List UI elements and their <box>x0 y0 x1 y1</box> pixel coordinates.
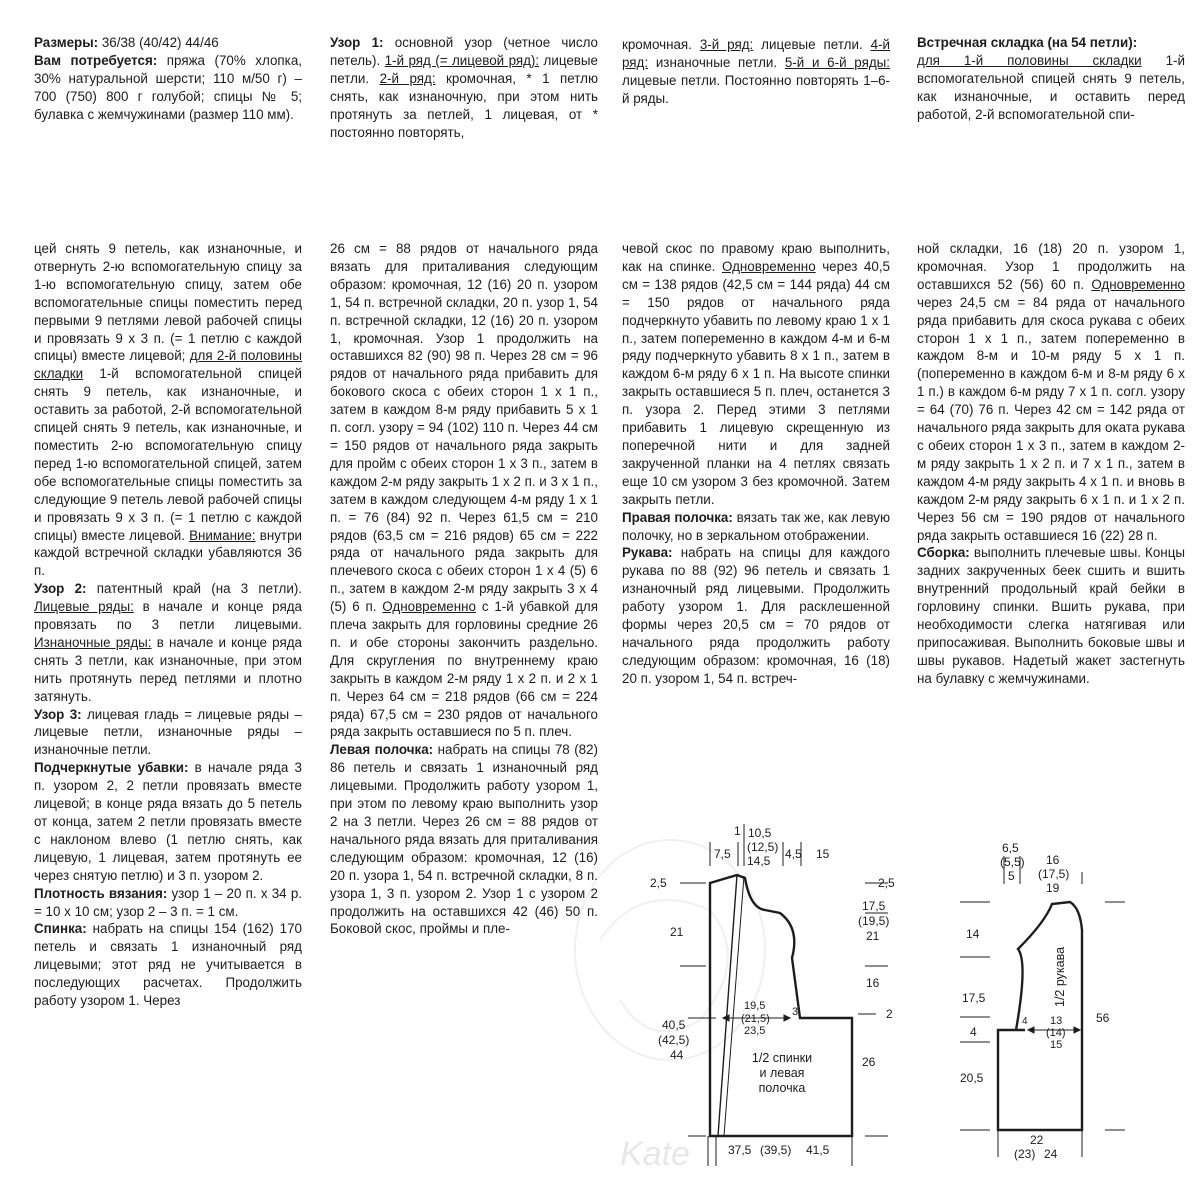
dim-label: 44 <box>670 1048 684 1062</box>
materials-label: Вам потребуется: <box>34 52 158 68</box>
dim-label: (39,5) <box>760 1143 792 1157</box>
dim-label: 3 <box>792 1006 799 1018</box>
sizes-materials-section <box>34 34 302 124</box>
box-pleat-text: 1-й вспомогательной спицей снять 9 петель, как изнаночные, и оставить за работой, 2-й вспомогательной спицей снять 9 петель, как изнаночные, и поместить 2-ю вспомогательную спицу перед 1-ю вспомогательной спицей, затем обе вспомогательные спицы поместить за следующие 9 петель левой рабочей спицы и провязать 9 х 3 п. (= 1 петлю с каждой спицы) вместе лицевой. <box>34 366 302 543</box>
dim-label: (12,5) <box>747 840 779 854</box>
instructions-column-3 <box>622 240 890 688</box>
pattern-2-text: в начале и конце ряда провязать по 3 петли лицевыми. <box>34 599 302 633</box>
row-5-6-label: 5-й и 6-й ряды: <box>784 54 890 70</box>
dim-label: 4 <box>1022 1016 1028 1027</box>
instructions-column-2 <box>330 240 598 938</box>
simultaneously-label: Одновременно <box>721 258 816 274</box>
decreases-label: Подчеркнутые убавки: <box>34 760 189 776</box>
purl-rows-label: Изнаночные ряды: <box>34 634 152 650</box>
row-4-label: 4-й ряд: <box>622 37 890 70</box>
body-piece-outline <box>710 875 852 1136</box>
pattern-3-label: Узор 3: <box>34 706 82 722</box>
piece-label: 1/2 спинки <box>751 1051 813 1065</box>
arrow-head <box>1074 1027 1080 1033</box>
sleeves-text: через 24,5 см = 84 ряда от начального ряда прибавить для скоса рукава с обеих сторон 1 х 1 п., затем попеременно в каждом 8-м и 10-м ряду 5 х 1 п. (попеременно в каждом 6-м и 8-м ряду 6 х 1 п.) в каждом 6-м ряду 7 х 1 п. согл. узору = 64 (70) 76 п. Через 42 см = 142 ряда от начального ряда закрыть для оката рукава с обеих сторон 1 х 3 п., затем в каждом 2-м ряду закрыть 1 х 2 п. и 7 х 1 п., затем в каждом 4-м ряду закрыть 4 х 1 п. и вновь в каждом 2-м ряду закрыть 6 х 1 п. и 1 х 2 п. Через 56 см = 190 рядов от начального ряда закрыть оставшиеся 16 (22) 28 п. <box>917 294 1185 543</box>
face-rows-label: Лицевые ряды: <box>34 599 134 615</box>
box-pleat-label: Встречная складка (на 54 петли): <box>917 35 1138 50</box>
half-1-label: для 1-й половины складки <box>917 52 1142 68</box>
pattern-1-text: лицевые петли. Постоянно повторять 1–6-й ряды. <box>622 72 890 106</box>
left-front-label: Левая полочка: <box>330 742 434 758</box>
piece-label: 1/2 рукава <box>1053 946 1067 1007</box>
sizes-label: Размеры: <box>34 35 99 50</box>
back-text: набрать на спицы 154 (162) 170 петель и связать 1 изнаночный ряд лицевыми; этот ряд не учитывается в последующих расчетах. Продолжить работу узором 1. Через <box>34 921 302 1009</box>
pattern-1-continued <box>622 36 890 108</box>
dim-label: 10,5 <box>748 826 772 840</box>
piece-label: полочка <box>758 1081 806 1095</box>
watermark-text: Kate <box>620 1135 690 1173</box>
dim-label: 16 <box>866 976 880 990</box>
right-front-label: Правая полочка: <box>622 509 733 525</box>
box-pleat-text: цей снять 9 петель, как изнаночные, и отвернуть 2-ю вспомогательную спицу за 1-ю вспомогательную спицу, затем обе вспомогательные спицы поместить перед первыми 9 петлями левой рабочей спицы и провязать 9 х 3 п. (= 1 петлю с каждой спицы) вместе лицевой; <box>34 241 302 364</box>
dim-label: 15 <box>1050 1039 1063 1051</box>
dim-label: (21,5) <box>741 1013 770 1025</box>
left-front-text: через 40,5 см = 138 рядов (42,5 см = 144 ряда) 44 см = 150 рядов от начального ряда подчеркнуто убавить по левому краю 1 х 1 п., затем попеременно в каждом 4-м и 6-м ряду подчеркнуто убавить 8 х 1 п., затем в каждом 6-м ряду 6 х 1 п. На высоте спинки закрыть оставшиеся 5 п. плеч, останется 3 п. узора 2. Перед этими 3 петлями прибавить 1 лицевую скрещенную из поперечной нити и для задней закрученной планки на 4 петлях связать еще 10 см узором 3 без кромочной. Затем закрыть петли. <box>622 258 890 507</box>
pattern-1-label: Узор 1: <box>330 35 384 50</box>
dim-label: 19,5 <box>744 1000 766 1012</box>
row-2-label: 2-й ряд: <box>379 70 436 86</box>
dim-label: 13 <box>1050 1015 1063 1027</box>
dim-label: 17,5 <box>862 899 886 913</box>
dim-label: 24 <box>1044 1147 1058 1161</box>
dim-label: 40,5 <box>662 1018 686 1032</box>
dim-label: 22 <box>1030 1133 1044 1147</box>
dim-label: 6,5 <box>1002 841 1019 855</box>
back-text: с 1-й убавкой для плеча закрыть для горловины средние 26 п. и обе стороны закончить раздельно. Для скругления по внутреннему краю закрыть в каждом 2-м ряду 1 х 2 п. и 2 х 1 п. Через 64 см = 218 рядов (66 см = 224 ряда) 67,5 см = 230 рядов от начального ряда закрыть оставшиеся по 5 п. плеч. <box>330 599 598 740</box>
dim-label: 4 <box>970 1025 977 1039</box>
pattern-1-section <box>330 34 598 141</box>
pattern-1-text: изнаночные петли. <box>648 54 785 70</box>
dim-label: 1 <box>734 824 741 838</box>
pattern-1-text: кромочная. <box>622 37 700 52</box>
arrow-head <box>784 1015 790 1021</box>
box-pleat-text: 1-й вспомогательной спицей снять 9 петель, как изнаночные, и оставить перед работой, 2-й вспомогательной спи- <box>917 52 1185 122</box>
left-front-text: чевой скос по правому краю выполнить, как на спинке. <box>622 241 890 274</box>
body-pattern-diagram <box>640 818 910 1168</box>
pattern-1-text: лицевые петли. <box>330 52 598 86</box>
sleeve-pattern-diagram <box>930 812 1130 1162</box>
half-2-label: для 2-й половины складки <box>34 348 302 382</box>
dim-label: (42,5) <box>658 1033 690 1047</box>
sleeves-text: ной складки, 16 (18) 20 п. узором 1, кромочная. Узор 1 продолжить на оставшихся 52 (56) 60 п. <box>917 241 1185 292</box>
arrow-head <box>1028 1027 1034 1033</box>
gauge-label: Плотность вязания: <box>34 885 168 901</box>
dim-label: (5,5) <box>1000 855 1025 869</box>
simultaneously-label: Одновременно <box>1091 276 1185 292</box>
box-pleat-text: внутри каждой встречной складки убавляются 36 п. <box>34 527 302 579</box>
row-3-label: 3-й ряд: <box>699 37 754 52</box>
dim-label: 21 <box>866 929 880 943</box>
dim-label: (19,5) <box>858 914 890 928</box>
dim-label: 26 <box>862 1055 876 1069</box>
back-text: 26 см = 88 рядов от начального ряда вязать для приталивания следующим образом: кромочная, 12 (16) 20 п. узором 1, 54 п. встречной складки, 20 п. узор 1, 54 п. встречной складки, 12 (16) 20 п. узором 1, кромочная. Узор 1 продолжить на оставшихся 82 (90) 98 п. Через 28 см = 96 рядов от начального ряда прибавить для бокового скоса с обеих сторон 1 х 1 п., затем в каждом 8-м ряду прибавить 5 х 1 п. согл. узору = 94 (102) 110 п. Через 44 см = 150 рядов от начального ряда закрыть для пройм с обеих сторон 1 х 3 п., затем в каждом 2-м ряду закрыть 1 х 2 п. и 3 х 1 п., затем в каждом следующем 4-м ряду 1 х 1 п. = 76 (84) 92 п. Через 61,5 см = 210 рядов (63,5 см = 216 рядов) 65 см = 222 ряда от начального ряда закрыть для плечевого скоса с обеих сторон 1 х 4 (5) 6 п., затем в каждом 2-м ряду закрыть 3 х 4 (5) 6 п. <box>330 241 598 615</box>
pattern-1-text: основной узор (четное число петель). <box>330 35 598 68</box>
pattern-3-text: лицевая гладь = лицевые ряды – лицевые петли, изнаночные ряды – изнаночные петли. <box>34 706 302 758</box>
dim-label: 7,5 <box>714 847 731 861</box>
pattern-1-text: кромочная, * 1 петлю снять, как изнаночную, при этом нить протянуть за петлей, 1 лицевая, от * постоянно повторять, <box>330 70 598 140</box>
dim-label: 37,5 <box>728 1143 752 1157</box>
decreases-text: в начале ряда 3 п. узором 2, 2 петли провязать вместе лицевой; в конце ряда вязать до 5 петель от конца, затем 2 петли провязать вместе с наклоном влево (1 петлю снять, как лицевую, 1 лицевая, затем протянуть ее через снятую петлю) и 3 п. узором 2. <box>34 760 302 883</box>
attention-label: Внимание: <box>189 527 256 543</box>
instructions-column-1 <box>34 240 302 1010</box>
dim-label: (17,5) <box>1038 867 1070 881</box>
dim-label: 5 <box>1008 869 1015 883</box>
sleeves-text: набрать на спицы для каждого рукава по 88 (92) 96 петель и связать 1 изнаночный ряд лицевыми. Продолжить работу узором 1. Для расклешенной формы через 20,5 см = 70 рядов от начального ряда продолжить работу следующим образом: кромочная, 16 (18) 20 п. узором 1, 54 п. встреч- <box>622 545 890 686</box>
dim-label: 2 <box>886 1007 893 1021</box>
pattern-2-text: патентный край (на 3 петли). <box>86 581 302 597</box>
pattern-2-label: Узор 2: <box>34 581 87 597</box>
dim-label: 20,5 <box>960 1071 984 1085</box>
piece-label: и левая <box>759 1066 805 1080</box>
row-1-label: 1-й ряд (= лицевой ряд): <box>384 52 540 68</box>
dim-label: 4,5 <box>785 847 802 861</box>
box-pleat-section <box>917 34 1185 124</box>
dim-label: (14) <box>1046 1027 1066 1039</box>
dim-label: 15 <box>816 847 830 861</box>
dim-label: 56 <box>1096 1011 1110 1025</box>
materials-text: пряжа (70% хлопка, 30% натуральной шерсти; 110 м/50 г) – 700 (750) 800 г голубой; спицы № 5; булавка с жемчужинами (размер 110 мм). <box>34 52 302 122</box>
dim-label: (23) <box>1014 1147 1036 1161</box>
dim-label: 21 <box>670 925 684 939</box>
dim-label: 41,5 <box>806 1143 830 1157</box>
pattern-2-text: в начале и конце ряда снять 3 петли, как изнаночные, при этом нить протянуть перед петлями и плотно затянуть. <box>34 634 302 704</box>
sleeve-outline <box>998 902 1082 1130</box>
dim-label: 2,5 <box>650 876 667 890</box>
dim-label: 23,5 <box>744 1025 766 1037</box>
sleeves-label: Рукава: <box>622 545 673 561</box>
assembly-text: выполнить плечевые швы. Концы задних закрученных беек сшить и вшить внутренний продольный край бейки в горловину спинки. Вшить рукава, при необходимости слегка натягивая или припосаживая. Выполнить боковые швы и швы рукавов. Надетый жакет застегнуть на булавку с жемчужинами. <box>917 545 1185 686</box>
dim-label: 19 <box>1046 881 1060 895</box>
dim-label: 14 <box>966 927 980 941</box>
left-front-text: набрать на спицы 78 (82) 86 петель и связать 1 изнаночный ряд лицевыми. Продолжить работу узором 1, при этом по левому краю выполнить узор 2 на 3 петли. Через 26 см = 88 рядов от начального ряда вязать для приталивания следующим образом: кромочная, 12 (16) 20 п. узора 1, 54 п. встречной складки, 8 п. узора 1, 3 п. узором 2. Узор 1 с узором 2 продолжить на оставшихся 42 (46) 50 п. Боковой скос, проймы и пле- <box>330 742 599 937</box>
right-front-text: вязать так же, как левую полочку, но в зеркальном отображении. <box>622 509 890 543</box>
dim-label: 2,5 <box>878 876 895 890</box>
instructions-column-4 <box>917 240 1185 688</box>
gauge-text: узор 1 – 20 п. х 34 р. = 10 х 10 см; узор 2 – 3 п. = 1 см. <box>34 885 302 919</box>
assembly-label: Сборка: <box>917 545 970 561</box>
dim-label: 17,5 <box>962 991 986 1005</box>
dim-label: 16 <box>1046 853 1060 867</box>
pattern-1-text: лицевые петли. <box>753 37 871 52</box>
simultaneously-label: Одновременно <box>382 599 476 615</box>
dim-label: 14,5 <box>747 854 771 868</box>
sizes-value: 36/38 (40/42) 44/46 <box>98 35 219 50</box>
back-label: Спинка: <box>34 921 87 937</box>
